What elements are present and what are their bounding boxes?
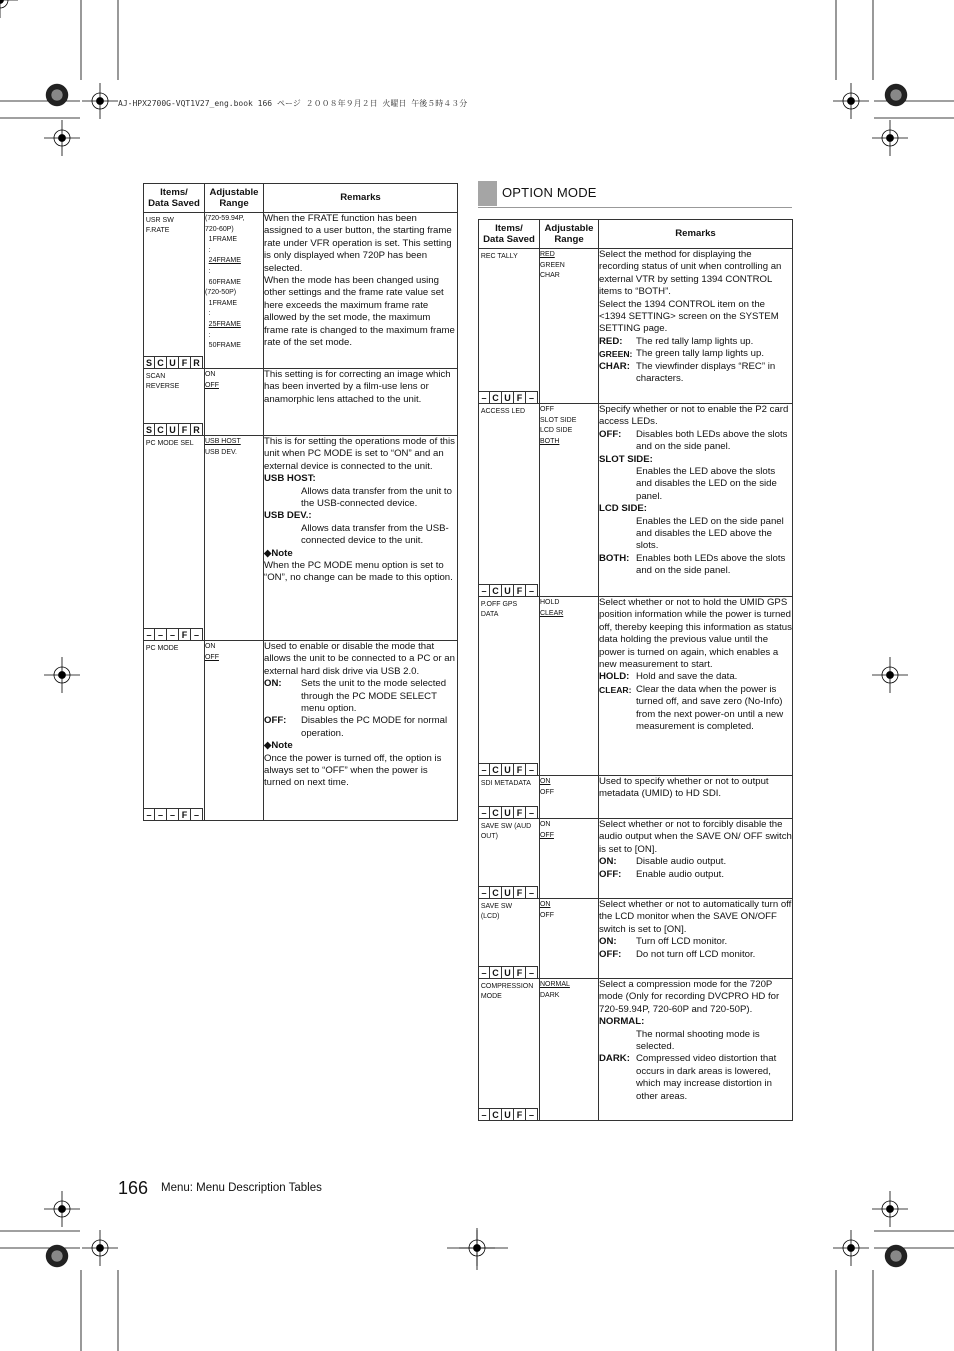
option-clear [599, 684, 792, 734]
option-text: The red tally lamp lights up. [636, 335, 754, 347]
data-saved-flags [479, 584, 538, 596]
col-remarks: Remarks [599, 220, 793, 249]
option-text: Disables both LEDs above the slots and on the side panel. [636, 428, 788, 453]
item-cell [144, 641, 205, 821]
range-value-default: CLEAR [540, 607, 564, 617]
range-value: CHAR [540, 270, 560, 280]
flag: F [179, 356, 191, 368]
range-value: 1FRAME [208, 297, 238, 307]
print-header: AJ-HPX2700G-VQT1V27_eng.book 166 ページ ２００８年９月２日 火曜日 午後５時４３分 [118, 99, 468, 108]
flag: U [502, 584, 514, 596]
item-cell [479, 819, 540, 899]
remarks-text: Specify whether or not to enable the P2 card access LEDs. [599, 404, 789, 428]
flag: R [191, 423, 203, 435]
option-off [599, 949, 792, 961]
flag: C [490, 966, 502, 978]
data-saved-flags [479, 966, 538, 978]
option-label: GREEN: [599, 349, 633, 360]
right-menu-table [478, 219, 793, 1121]
item-cell [144, 436, 205, 641]
range-value: 1FRAME [208, 234, 238, 244]
table-row-access-led [479, 404, 793, 597]
option-text: Allows data transfer from the unit to the USB-connected device. [301, 485, 452, 510]
range-cell [205, 369, 264, 436]
remarks-text: Select whether or not to hold the UMID GPS position information while the power is turned off, thereby keeping this information as status data holding the previous value until the power is turned on again, which enables a new measurement to start. [599, 597, 792, 671]
flag: F [514, 806, 526, 818]
option-both [599, 553, 792, 578]
option-label: OFF: [264, 715, 287, 727]
remarks-cell [599, 899, 793, 979]
option-off [599, 429, 792, 454]
remarks-text: This setting is for correcting an image which has been inverted by a film-use lens or anamorphic lens attached to the unit. [264, 369, 451, 405]
range-value-default: OFF [540, 829, 554, 839]
flag: C [490, 391, 502, 403]
table-row-compression-mode [479, 979, 793, 1121]
range-cell [540, 597, 599, 776]
range-cell [540, 819, 599, 899]
table-row-sdi-metadata [479, 776, 793, 819]
flag: U [502, 763, 514, 775]
option-text: Disable audio output. [636, 856, 727, 868]
remarks-cell [599, 979, 793, 1121]
range-cell [540, 979, 599, 1121]
table-row-scan-reverse [144, 369, 458, 436]
range-value: ON [540, 819, 551, 828]
flag: C [490, 1108, 502, 1120]
range-cell [540, 776, 599, 819]
left-menu-table [143, 183, 458, 821]
item-cell [479, 899, 540, 979]
option-label: ON: [599, 936, 617, 948]
flag: F [179, 808, 191, 820]
note-text: When the PC MODE menu option is set to “ON”, no change can be made to this option. [264, 560, 453, 584]
range-value: ON [205, 369, 216, 378]
item-cell [479, 979, 540, 1121]
range-value: HOLD [540, 597, 560, 606]
range-value: SLOT SIDE [540, 414, 577, 424]
flag: S [144, 423, 155, 435]
flag: U [502, 391, 514, 403]
remarks-text: Used to enable or disable the mode that allows the unit to be connected to a PC or an external hard disk drive via USB 2.0. [264, 641, 455, 677]
page-number: 166 [118, 1178, 149, 1198]
flag: – [479, 763, 490, 775]
option-label: CLEAR: [599, 684, 632, 695]
flag: – [526, 584, 538, 596]
flag: F [179, 423, 191, 435]
item-cell [479, 249, 540, 404]
range-value: : [208, 244, 211, 254]
col-adjustable-range: Adjustable Range [540, 220, 599, 249]
range-value: 50FRAME [208, 340, 241, 350]
range-value-default: OFF [205, 379, 219, 389]
section-bar [478, 181, 497, 206]
flag: – [479, 966, 490, 978]
flag: – [479, 391, 490, 403]
item-name: SAVE SW (AUD OUT) [480, 821, 532, 840]
remarks-text: Used to specify whether or not to output metadata (UMID) to HD SDI. [599, 776, 769, 800]
flag: – [479, 806, 490, 818]
item-cell [479, 597, 540, 776]
option-on [599, 936, 792, 948]
flag: F [514, 391, 526, 403]
remarks-cell [264, 641, 458, 821]
option-label: ON: [264, 678, 282, 690]
option-label: OFF: [599, 868, 622, 880]
option-text: Sets the unit to the mode selected through the PC MODE SELECT menu option. [301, 678, 447, 715]
range-value-default: ON [540, 899, 551, 908]
remarks-cell [599, 819, 793, 899]
item-name: PC MODE SEL [145, 438, 194, 447]
option-label: RED: [599, 335, 623, 347]
range-value-default: ON [540, 776, 551, 785]
remarks-cell [264, 436, 458, 641]
range-cell [540, 404, 599, 597]
option-text: Hold and save the data. [636, 671, 738, 683]
flag: C [155, 356, 167, 368]
table-row-usr-sw-frate [144, 213, 458, 369]
option-dark [599, 1053, 792, 1103]
range-value: : [208, 265, 211, 275]
item-name: SCAN REVERSE [145, 371, 180, 390]
range-cell [205, 641, 264, 821]
flag: – [155, 628, 167, 640]
range-value: OFF [540, 909, 554, 919]
flag: – [479, 584, 490, 596]
option-label: NORMAL: [599, 1016, 645, 1028]
flag: – [526, 966, 538, 978]
table-row-save-sw-lcd [479, 899, 793, 979]
remarks-text: Select the method for displaying the recording status of unit when controlling an external VTR by setting 1394 CONTROL items to “BOTH”. [599, 249, 782, 298]
flag: F [514, 966, 526, 978]
flag: – [167, 808, 179, 820]
option-on [264, 678, 457, 715]
flag: – [479, 886, 490, 898]
flag: C [155, 423, 167, 435]
flag: – [526, 1108, 538, 1120]
item-name: ACCESS LED [480, 406, 526, 415]
note-text: Once the power is turned off, the option is always set to “OFF” when the power is turned on next time. [264, 752, 442, 789]
range-value: 60FRAME [208, 276, 241, 286]
range-value-default: 24FRAME [208, 255, 241, 265]
flag: – [144, 808, 155, 820]
option-text: Enables the LED above the slots and disables the LED on the side panel. [636, 466, 777, 502]
range-value-default: USB HOST [205, 436, 241, 445]
option-text: Turn off LCD monitor. [636, 936, 728, 948]
flag: C [490, 886, 502, 898]
note-label: ◆Note [264, 547, 293, 559]
range-value: (720-50P) [205, 287, 237, 297]
item-cell [144, 369, 205, 436]
flag: – [479, 1108, 490, 1120]
option-label: ON: [599, 856, 617, 868]
option-text: Allows data transfer from the USB-connected device to the unit. [301, 522, 449, 547]
col-items-data-saved: Items/ Data Saved [479, 220, 540, 249]
range-value: 720-60P) [205, 223, 234, 233]
remarks-cell [599, 249, 793, 404]
item-name: P.OFF GPS DATA [480, 599, 518, 618]
flag: – [191, 628, 203, 640]
flag: – [155, 808, 167, 820]
flag: U [502, 806, 514, 818]
range-value: LCD SIDE [540, 425, 573, 435]
option-char [599, 361, 792, 386]
note-label: ◆Note [264, 740, 293, 752]
remarks-cell [599, 404, 793, 597]
option-text: Disables the PC MODE for normal operation. [301, 715, 448, 739]
flag: U [167, 356, 179, 368]
data-saved-flags [479, 1108, 538, 1120]
item-name: SDI METADATA [480, 778, 531, 787]
option-label: DARK: [599, 1053, 630, 1065]
item-name: REC TALLY [480, 251, 518, 260]
option-red [599, 336, 792, 348]
remarks-text: Select the 1394 CONTROL item on the <1394 SETTING> screen on the SYSTEM SETTING page. [599, 298, 779, 335]
data-saved-flags [144, 356, 203, 368]
option-label: OFF: [599, 948, 622, 960]
flag: – [526, 806, 538, 818]
flag: C [490, 806, 502, 818]
flag: U [167, 423, 179, 435]
data-saved-flags [144, 808, 203, 820]
range-value: OFF [540, 786, 554, 796]
range-cell [205, 213, 264, 369]
range-value: : [208, 308, 211, 318]
remarks-text: Select a compression mode for the 720P mode (Only for recording DVCPRO HD for 720-59.94P, 720-60P and 720-50P). [599, 979, 780, 1015]
option-hold [599, 671, 792, 683]
flag: F [514, 763, 526, 775]
option-text: Enable audio output. [636, 868, 725, 880]
flag: – [526, 886, 538, 898]
option-text: Enables both LEDs above the slots and on the side panel. [636, 552, 786, 577]
option-label: CHAR: [599, 360, 630, 372]
option-text: Enables the LED on the side panel and disables the LED above the slots. [636, 515, 784, 552]
item-cell [479, 404, 540, 597]
option-label: HOLD: [599, 671, 630, 683]
item-name: USR SW F.RATE [145, 215, 174, 234]
range-cell [540, 249, 599, 404]
item-name: PC MODE [145, 643, 179, 652]
range-value-default: BOTH [540, 435, 560, 445]
range-value: OFF [540, 404, 554, 413]
option-label: OFF: [599, 428, 622, 440]
remarks-text: This is for setting the operations mode of this unit when PC MODE is set to “ON” and an external device is connected to the unit. [264, 436, 455, 472]
table-row-rec-tally [479, 249, 793, 404]
flag: U [502, 1108, 514, 1120]
flag: – [144, 628, 155, 640]
flag: U [502, 966, 514, 978]
option-text: Do not turn off LCD monitor. [636, 948, 756, 960]
remarks-cell [599, 776, 793, 819]
option-green [599, 348, 792, 360]
table-row-save-sw-aud-out [479, 819, 793, 899]
table-row-pc-mode-sel [144, 436, 458, 641]
item-name: SAVE SW (LCD) [480, 901, 513, 920]
flag: – [526, 763, 538, 775]
col-remarks: Remarks [264, 184, 458, 213]
data-saved-flags [479, 391, 538, 403]
option-off [599, 869, 792, 881]
data-saved-flags [479, 806, 538, 818]
option-label: USB HOST: [264, 473, 316, 485]
option-text: The green tally lamp lights up. [636, 348, 764, 360]
flag: F [514, 584, 526, 596]
option-label: LCD SIDE: [599, 503, 647, 515]
remarks-text: When the FRATE function has been assigned to a user button, the starting frame rate under VFR operation is set. This setting is only displayed when 720P has been selected. [264, 213, 452, 274]
flag: U [502, 886, 514, 898]
data-saved-flags [479, 886, 538, 898]
table-header [479, 220, 793, 249]
option-text: The viewfinder displays “REC” in characters. [636, 360, 776, 385]
flag: S [144, 356, 155, 368]
flag: F [514, 1108, 526, 1120]
flag: – [526, 391, 538, 403]
flag: – [167, 628, 179, 640]
range-value: (720-59.94P, [205, 213, 245, 222]
data-saved-flags [479, 763, 538, 775]
option-on [599, 856, 792, 868]
table-row-pc-mode [144, 641, 458, 821]
range-value: ON [205, 641, 216, 650]
flag: R [191, 356, 203, 368]
remarks-cell [264, 213, 458, 369]
data-saved-flags [144, 423, 203, 435]
option-text: Clear the data when the power is turned off, and save zero (No-Info) from the next power-on until a new measurement is completed. [636, 683, 784, 733]
data-saved-flags [144, 628, 203, 640]
remarks-text: When the mode has been changed using other settings and the frame rate value set here exceeds the maximum frame rate allowed by the set mode, the maximum frame rate is changed to the maximum frame rate of the set mode. [264, 275, 455, 349]
table-header [144, 184, 458, 213]
flag: F [514, 886, 526, 898]
table-row-poff-gps-data [479, 597, 793, 776]
remarks-text: Select whether or not to automatically turn off the LCD monitor when the SAVE ON/OFF switch is set to [ON]. [599, 899, 792, 935]
item-cell [144, 213, 205, 369]
range-cell [540, 899, 599, 979]
range-value-default: NORMAL [540, 979, 570, 988]
option-label: BOTH: [599, 552, 630, 564]
option-text: The normal shooting mode is selected. [636, 1028, 760, 1053]
range-cell [205, 436, 264, 641]
item-cell [479, 776, 540, 819]
range-value-default: RED [540, 249, 555, 258]
range-value-default: 25FRAME [208, 318, 241, 328]
range-value: : [208, 329, 211, 339]
option-off [264, 715, 457, 740]
flag: – [191, 808, 203, 820]
item-name: COMPRESSION MODE [480, 981, 534, 1000]
footer-title: Menu: Menu Description Tables [161, 1182, 322, 1194]
option-text: Compressed video distortion that occurs in dark areas is lowered, which may increase distortion in other areas. [636, 1053, 777, 1102]
range-value: GREEN [540, 259, 565, 269]
range-value: DARK [540, 989, 560, 999]
range-value-default: OFF [205, 651, 219, 661]
col-adjustable-range: Adjustable Range [205, 184, 264, 213]
remarks-cell [264, 369, 458, 436]
col-items-data-saved: Items/ Data Saved [144, 184, 205, 213]
section-header [478, 181, 792, 208]
flag: C [490, 584, 502, 596]
remarks-text: Select whether or not to forcibly disable the audio output when the SAVE ON/ OFF switch is set to [ON]. [599, 819, 792, 855]
section-title: OPTION MODE [502, 185, 597, 200]
range-value: USB DEV. [205, 446, 237, 456]
option-label: USB DEV.: [264, 510, 312, 522]
option-label: SLOT SIDE: [599, 453, 653, 465]
flag: F [179, 628, 191, 640]
remarks-cell [599, 597, 793, 776]
flag: C [490, 763, 502, 775]
